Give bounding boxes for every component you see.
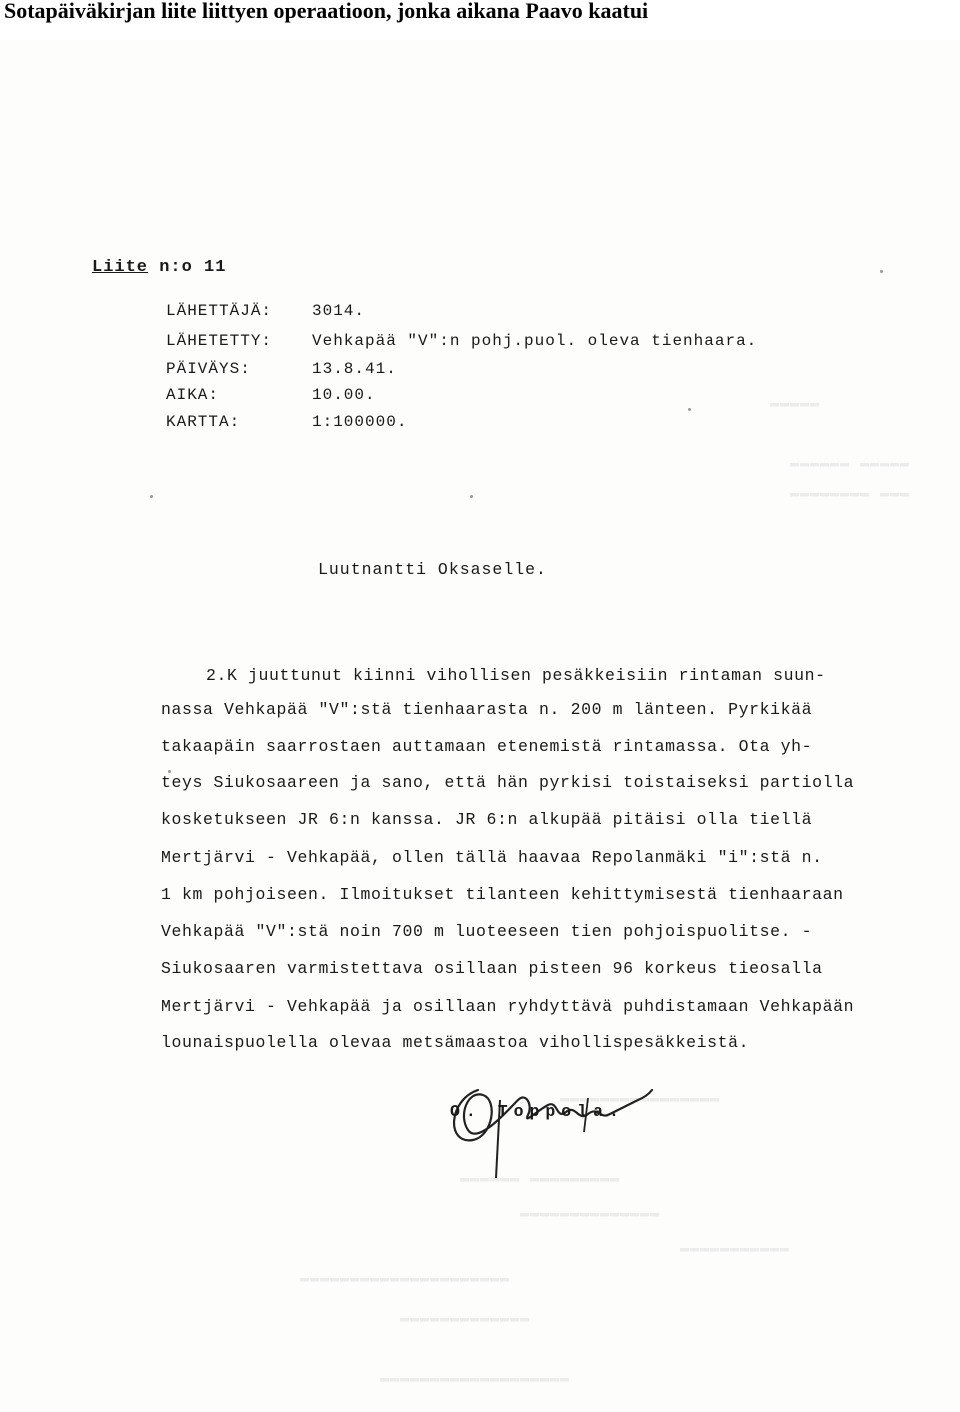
header-row-date — [166, 360, 397, 378]
body-line: Vehkapää "V":stä noin 700 m luoteeseen tien pohjoispuolitse. - — [161, 922, 813, 941]
bleed-through-mark: ▬▬▬▬▬▬ ▬▬▬▬▬▬▬▬▬ — [460, 1170, 621, 1187]
bleed-through-mark: ▬▬▬▬▬▬▬▬▬▬▬▬▬▬▬▬▬▬▬▬▬ — [300, 1270, 511, 1287]
body-line: teys Siukosaareen ja sano, että hän pyrkisi toistaiseksi partiolla — [161, 773, 855, 792]
body-line: takaapäin saarrostaen auttamaan etenemistä rintamassa. Ota yh- — [161, 737, 813, 756]
header-value: 13.8.41. — [312, 360, 397, 378]
body-line: Mertjärvi - Vehkapää, ollen tällä haavaa Repolanmäki "i":stä n. — [161, 848, 823, 867]
bleed-through-mark: ▬▬▬▬▬▬▬▬▬▬▬▬▬▬ — [520, 1205, 661, 1222]
bleed-through-mark: ▬▬▬▬▬▬▬▬▬▬▬▬▬▬▬▬▬▬▬ — [380, 1370, 571, 1387]
header-row-sent — [166, 332, 757, 350]
signer-name: O. Toppola. — [450, 1102, 625, 1121]
addressee: Luutnantti Oksaselle. — [318, 560, 547, 579]
bleed-through-mark: ▬▬▬▬▬▬▬▬▬▬▬ — [680, 1240, 791, 1257]
header-label: PÄIVÄYS: — [166, 360, 251, 378]
bleed-through-mark: ▬▬▬▬▬▬▬▬▬▬▬▬▬ — [400, 1310, 531, 1327]
header-value: 1:100000. — [312, 413, 408, 431]
body-line: Siukosaaren varmistettava osillaan pisteen 96 korkeus tieosalla — [161, 959, 823, 978]
header-label: LÄHETETTY: — [166, 332, 273, 350]
body-line: kosketukseen JR 6:n kanssa. JR 6:n alkupää pitäisi olla tiellä — [161, 810, 813, 829]
body-line: nassa Vehkapää "V":stä tienhaarasta n. 200 m länteen. Pyrkikää — [161, 700, 813, 719]
body-line: Mertjärvi - Vehkapää ja osillaan ryhdyttävä puhdistamaan Vehkapään — [161, 997, 855, 1016]
bleed-through-mark: ▬▬▬▬▬▬ ▬▬▬▬▬ — [790, 455, 911, 472]
header-label: AIKA: — [166, 386, 220, 404]
bleed-through-mark: ▬▬▬▬▬▬▬▬ ▬▬▬ — [790, 485, 911, 502]
page-title: Sotapäiväkirjan liite liittyen operaatioon, jonka aikana Paavo kaatui — [4, 0, 649, 23]
header-value: Vehkapää "V":n pohj.puol. oleva tienhaara. — [312, 332, 758, 350]
header-value: 10.00. — [312, 386, 376, 404]
body-line: lounaispuolella olevaa metsämaastoa vihollispesäkkeistä. — [161, 1033, 750, 1052]
header-row-sender — [166, 302, 365, 320]
header-row-time — [166, 386, 376, 404]
bleed-through-mark: ▬▬▬▬▬▬▬▬▬▬▬▬▬▬▬▬ — [560, 1090, 721, 1107]
body-line: 1 km pohjoiseen. Ilmoitukset tilanteen kehittymisestä tienhaaraan — [161, 885, 844, 904]
header-label: KARTTA: — [166, 413, 241, 431]
body-line: 2.K juuttunut kiinni vihollisen pesäkkeisiin rintaman suun- — [206, 666, 826, 685]
header-value: 3014. — [312, 302, 366, 320]
header-row-map — [166, 413, 407, 431]
bleed-through-mark: ▬▬▬▬▬ — [770, 395, 821, 412]
attachment-number: n:o 11 — [148, 258, 227, 277]
attachment-heading — [92, 258, 226, 277]
header-label: LÄHETTÄJÄ: — [166, 302, 273, 320]
attachment-word: Liite — [92, 258, 149, 277]
handwritten-signature — [438, 1070, 678, 1180]
scanned-document — [0, 40, 960, 1412]
